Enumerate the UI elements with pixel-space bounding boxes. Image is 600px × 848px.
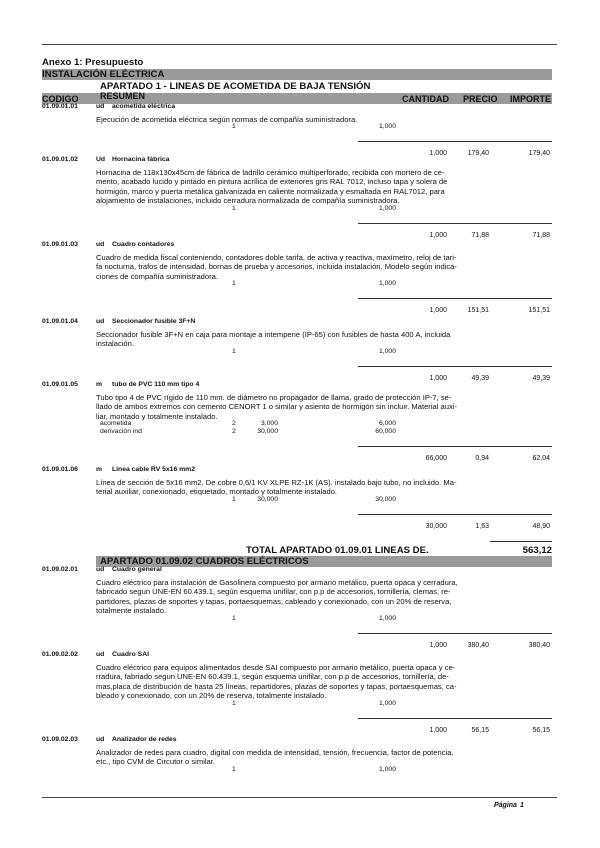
description-line: liar, montado y totalmente instalado.: [96, 411, 218, 421]
description-line: hormigón, marco y puerta metálica galvanizada en caliente normalizada y esmaltada en RAL7012, para: [96, 186, 445, 196]
description-line: Hornacina de 118x130x45cm de fábrica de ladrillo cerámico multiperforado, recibida con mortero de ce-: [96, 168, 445, 177]
measure-qty: 1: [232, 614, 236, 622]
item-importe: 49,39: [532, 374, 550, 382]
measure-qty: 1: [232, 347, 236, 355]
measure-subtotal: 1,000: [378, 280, 396, 288]
item-unit: m: [96, 381, 103, 388]
measure-qty: 2: [232, 428, 236, 436]
item-rule: [358, 633, 552, 634]
description-line: Cuadro de medida fiscal conteniendo, contadores doble tarifa, de activa y reactiva, maxímetro, reloj de tari-: [96, 253, 457, 262]
item-description: [96, 115, 548, 124]
item-precio: 0,94: [475, 455, 489, 463]
measure-subtotal: 30,000: [375, 495, 396, 503]
item-name: acometida eléctrica: [112, 103, 176, 110]
description-line: Analizador de redes para cuadro, digital con medida de intensidad, tensión, frecuencia, factor de potencia,: [96, 748, 454, 757]
measure-qty: 1: [232, 123, 236, 131]
description-line: fa nocturna, trafos de intensidad, bornas de prueba y accesorios, incluida instalación. Modelo según indica-: [96, 262, 457, 272]
col-importe: IMPORTE: [510, 94, 552, 104]
bottom-rule: [42, 797, 557, 798]
measure-qty: 2: [232, 420, 236, 428]
item-name: Cuadro contadores: [112, 241, 175, 248]
measure-qty: 1: [232, 495, 236, 503]
description-line: Tubo tipo 4 de PVC rígido de 110 mm. de diámetro no propagador de llama, grado de protección IP-7, se-: [96, 393, 452, 402]
item-description: [96, 478, 548, 497]
item-description: [96, 663, 548, 701]
item-code: 01.09.02.03: [42, 736, 78, 743]
measure-subtotal: 1,000: [378, 347, 396, 355]
description-line: mento, acabado lucido y pintado en pintura acrílica de exteriores gris RAL 7012, incluso tapa y solera de: [96, 177, 448, 187]
measure-subtotal: 1,000: [378, 765, 396, 773]
item-unit: ud: [96, 103, 105, 110]
apartado2-band: [96, 556, 552, 567]
total-rule: [490, 541, 552, 542]
description-line: fabricado segun UNE-EN 60.439.1, según esquema unifilar, con p.p de accesorios, tornillería, clemas, re-: [96, 587, 451, 597]
item-description: [96, 253, 548, 281]
item-description: [96, 748, 548, 767]
item-description: [96, 330, 548, 349]
item-rule: [358, 366, 552, 367]
item-cantidad: 1,000: [429, 231, 447, 239]
measure-subtotal: 1,000: [378, 699, 396, 707]
measure-subtotal: 1,000: [378, 614, 396, 622]
description-line: terial auxiliar, conexionado, etiquetado, montado y totalmente instalado.: [96, 487, 338, 497]
item-precio: 1,63: [475, 522, 489, 530]
description-line: alojamiento de instalaciones, incluido cerradura normalizada de compañía suministradora.: [96, 196, 400, 206]
item-code: 01.09.01.02: [42, 156, 78, 163]
measure-subtotal: 6,000: [378, 420, 396, 428]
item-precio: 49,39: [471, 374, 489, 382]
item-cantidad: 1,000: [429, 150, 447, 158]
description-line: Ejecución de acometida eléctrica según normas de compañía suministradora.: [96, 115, 358, 124]
description-line: Línea de sección de 5x16 mm2. De cobre 0,6/1 KV XLPE RZ-1K (AS). instalado bajo tubo, no incluido. Ma-: [96, 478, 457, 487]
item-cantidad: 1,000: [429, 374, 447, 382]
item-rule: [358, 446, 552, 447]
item-cantidad: 1,000: [429, 641, 447, 649]
item-description: [96, 578, 548, 616]
measure-qty: 1: [232, 699, 236, 707]
col-codigo: CODIGO: [42, 94, 79, 104]
item-importe: 56,15: [532, 726, 550, 734]
measure-qty: 1: [232, 204, 236, 212]
top-rule: [42, 44, 557, 45]
item-code: 01.09.01.01: [42, 103, 78, 110]
item-importe: 151,51: [528, 307, 550, 315]
item-importe: 48,90: [532, 522, 550, 530]
item-unit: ud: [96, 241, 105, 248]
col-precio: PRECIO: [463, 94, 498, 104]
measure-length: 30,000: [257, 428, 278, 436]
section-band: [42, 69, 552, 80]
item-code: 01.09.01.06: [42, 466, 78, 473]
item-name: Hornacina fábrica: [112, 156, 170, 163]
item-name: Analizador de redes: [112, 736, 177, 743]
item-importe: 179,40: [528, 150, 550, 158]
measure-subtotal: 1,000: [378, 123, 396, 131]
page-label: Página: [494, 802, 517, 809]
description-line: bleado y conexionado, con un 20% de reserva, totalmente instalado.: [96, 691, 327, 701]
item-cantidad: 1,000: [429, 726, 447, 734]
apartado2-title: APARTADO 01.09.02 CUADROS ELÉCTRICOS: [100, 556, 309, 567]
item-cantidad: 66,000: [425, 455, 447, 463]
item-rule: [358, 514, 552, 515]
annex-title: Anexo 1: Presupuesto: [42, 57, 144, 68]
measure-qty: 1: [232, 280, 236, 288]
item-name: tubo de PVC 110 mm tipo 4: [112, 381, 200, 388]
item-importe: 380,40: [528, 641, 550, 649]
item-unit: ud: [96, 651, 105, 658]
item-code: 01.09.02.02: [42, 651, 78, 658]
measure-subtotal: 1,000: [378, 204, 396, 212]
item-name: Cuadro SAI: [112, 651, 150, 658]
item-rule: [358, 223, 552, 224]
description-line: Seccionador fusible 3F+N en caja para montaje a intemperie (IP-65) con fusibles de hasta 400 A, incluida: [96, 330, 451, 339]
item-code: 01.09.02.01: [42, 566, 78, 573]
item-precio: 71,88: [471, 231, 489, 239]
apartado1-total-label: TOTAL APARTADO 01.09.01 LINEAS DE.: [246, 545, 429, 556]
apartado1-total-value: 563,12: [522, 545, 552, 556]
measure-label: acometida: [100, 420, 132, 428]
item-unit: ud: [96, 566, 105, 573]
description-line: rradura, fabriado segun UNE-EN 60.439.1, según esquema unifilar, con p.p de accesorios, tornillería, de-: [96, 672, 449, 682]
item-unit: m: [96, 466, 103, 473]
description-line: ciones de compañía suministradora.: [96, 271, 218, 281]
item-unit: Ud: [96, 156, 106, 163]
item-importe: 71,88: [532, 231, 550, 239]
item-description: [96, 168, 548, 206]
item-code: 01.09.01.03: [42, 241, 78, 248]
description-line: llado de ambos extremos con cemento CENORT 1 o similar y asiento de hormigón sin incluir. Material auxi-: [96, 402, 458, 412]
apartado1-title: APARTADO 1 - LINEAS DE ACOMETIDA DE BAJA TENSIÓN: [100, 81, 371, 92]
item-precio: 380,40: [467, 641, 489, 649]
item-precio: 179,40: [467, 150, 489, 158]
description-line: mas,placa de distribución de hasta 25 líneas, repartidores, plazas de soportes y tapas, portaesquemas, ca-: [96, 681, 457, 691]
description-line: totalmente instalado.: [96, 606, 167, 616]
description-line: etc., tipo CVM de Circutor o similar.: [96, 757, 216, 767]
item-description: [96, 393, 548, 421]
item-unit: ud: [96, 318, 105, 325]
description-line: Cuadro eléctrico para equipos alimentados desde SAI compuesto por armario metálico, puerta opaca y ce-: [96, 663, 456, 672]
item-cantidad: 1,000: [429, 307, 447, 315]
item-importe: 62,04: [532, 455, 550, 463]
page-number: 1: [520, 802, 524, 809]
col-cantidad: CANTIDAD: [402, 94, 449, 104]
item-precio: 56,15: [471, 726, 489, 734]
item-cantidad: 30,000: [425, 522, 447, 530]
measure-length: 30,000: [257, 495, 278, 503]
col-resumen: RESUMEN: [100, 91, 146, 101]
item-name: Seccionador fusible 3F+N: [112, 318, 196, 325]
item-rule: [358, 718, 552, 719]
item-rule: [358, 298, 552, 299]
item-unit: ud: [96, 736, 105, 743]
measure-length: 3,000: [260, 420, 278, 428]
description-line: instalación.: [96, 339, 134, 349]
section-title: INSTALACIÓN ELÉCTRICA: [42, 69, 165, 80]
item-code: 01.09.01.05: [42, 381, 78, 388]
measure-subtotal: 60,000: [375, 428, 396, 436]
item-name: Cuadro general: [112, 566, 162, 573]
item-name: Linea cable RV 5x16 mm2: [112, 466, 195, 473]
item-precio: 151,51: [467, 307, 489, 315]
item-code: 01.09.01.04: [42, 318, 78, 325]
description-line: partidores, plazas de soportes y tapas, portaesquemas, cableado y conexionado, con un 20% de reserva,: [96, 596, 452, 606]
description-line: Cuadro eléctrico para instalación de Gasolinera compuesto por armario metálico, puerta opaca y cerradura,: [96, 578, 458, 587]
measure-label: derivación ind: [100, 428, 142, 436]
measure-qty: 1: [232, 765, 236, 773]
item-rule: [358, 141, 552, 142]
